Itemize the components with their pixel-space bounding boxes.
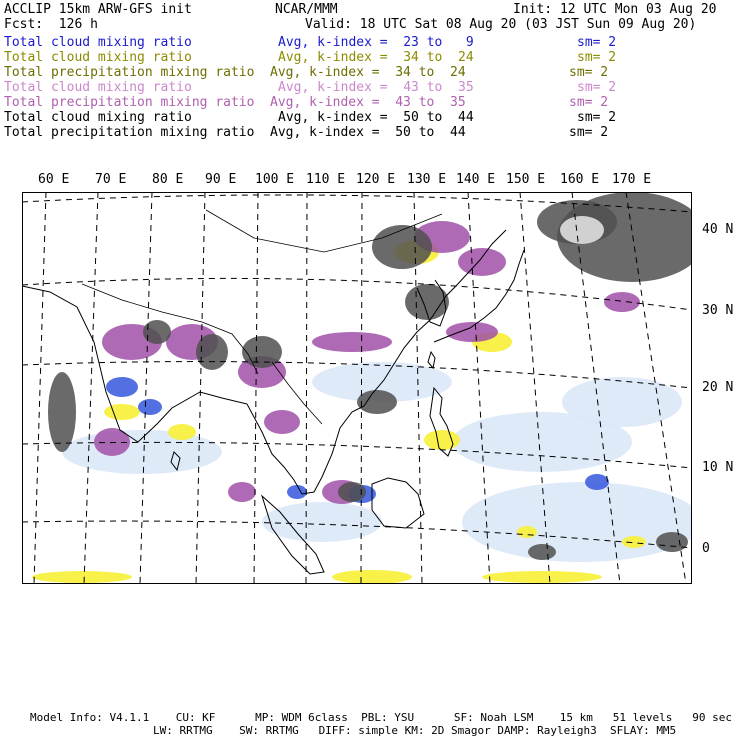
lon-label: 170 E [612,172,652,187]
lon-label: 150 E [506,172,546,187]
lat-label: 10 N [702,460,734,475]
mid-cloud-area [168,424,196,440]
lon-label: 90 E [205,172,237,187]
legend-smoothing: sm= 2 [577,50,617,65]
forecast-hour: Fcst: 126 h [4,17,98,32]
cloud-swirl [560,216,604,244]
deep-cloud-area [196,334,228,370]
legend-field-label: Total cloud mixing ratio [4,80,192,95]
low-cloud-area [138,399,162,415]
lat-label: 0 [702,541,710,556]
lon-label: 140 E [456,172,496,187]
legend-smoothing: sm= 2 [577,110,617,125]
upper-cloud-area [604,292,640,312]
light-cloud-area [62,430,222,474]
lon-label: 80 E [152,172,184,187]
legend-avg-range: Avg, k-index = 34 to 24 [270,65,466,80]
legend-avg-range: Avg, k-index = 34 to 24 [278,50,474,65]
legend-smoothing: sm= 2 [569,65,609,80]
footer-model-info: Model Info: V4.1.1 CU: KF MP: WDM 6class PBL: YSU SF: Noah LSM 15 km 51 levels 90 sec [30,711,732,724]
deep-cloud-area [48,372,76,452]
deep-cloud-area [338,482,366,502]
mid-cloud-area [482,571,602,583]
legend-field-label: Total cloud mixing ratio [4,35,192,50]
light-cloud-area [562,377,682,427]
deep-cloud-area [357,390,397,414]
upper-cloud-area [264,410,300,434]
footer-physics-info: LW: RRTMG SW: RRTMG DIFF: simple KM: 2D Smagor DAMP: Rayleigh3 SFLAY: MM5 [153,724,677,737]
lon-label: 70 E [95,172,127,187]
legend-field-label: Total cloud mixing ratio [4,110,192,125]
legend-avg-range: Avg, k-index = 23 to 9 [278,35,474,50]
mid-cloud-area [622,536,646,548]
mid-cloud-area [32,571,132,583]
legend-smoothing: sm= 2 [577,35,617,50]
map-panel [22,192,692,584]
legend-smoothing: sm= 2 [569,95,609,110]
low-cloud-area [106,377,138,397]
lon-label: 100 E [255,172,295,187]
center-label: NCAR/MMM [275,2,338,17]
mid-cloud-area [104,404,140,420]
lon-label: 110 E [306,172,346,187]
legend-avg-range: Avg, k-index = 50 to 44 [278,110,474,125]
legend-smoothing: sm= 2 [569,125,609,140]
legend-field-label: Total precipitation mixing ratio [4,125,255,140]
light-cloud-area [262,502,382,542]
deep-cloud-area [528,544,556,560]
legend-smoothing: sm= 2 [577,80,617,95]
legend-avg-range: Avg, k-index = 43 to 35 [270,95,466,110]
lon-label: 60 E [38,172,70,187]
deep-cloud-area [372,225,432,269]
low-cloud-area [585,474,609,490]
legend-field-label: Total cloud mixing ratio [4,50,192,65]
upper-cloud-area [458,248,506,276]
low-cloud-area [287,485,307,499]
mid-cloud-area [424,430,460,450]
lon-label: 130 E [407,172,447,187]
upper-cloud-area [446,322,498,342]
legend-field-label: Total precipitation mixing ratio [4,65,255,80]
lon-label: 160 E [560,172,600,187]
light-cloud-area [462,482,692,562]
lat-label: 40 N [702,222,734,237]
deep-cloud-area [242,336,282,368]
upper-cloud-area [312,332,392,352]
init-time: Init: 12 UTC Mon 03 Aug 20 [513,2,717,17]
lat-label: 20 N [702,380,734,395]
title-left: ACCLIP 15km ARW-GFS init [4,2,192,17]
legend-avg-range: Avg, k-index = 43 to 35 [278,80,474,95]
upper-cloud-area [228,482,256,502]
legend-field-label: Total precipitation mixing ratio [4,95,255,110]
deep-cloud-area [656,532,688,552]
mid-cloud-area [332,570,412,584]
legend-avg-range: Avg, k-index = 50 to 44 [270,125,466,140]
valid-time: Valid: 18 UTC Sat 08 Aug 20 (03 JST Sun 09 Aug 20) [305,17,697,32]
mid-cloud-area [517,526,537,538]
lon-label: 120 E [356,172,396,187]
lat-label: 30 N [702,303,734,318]
